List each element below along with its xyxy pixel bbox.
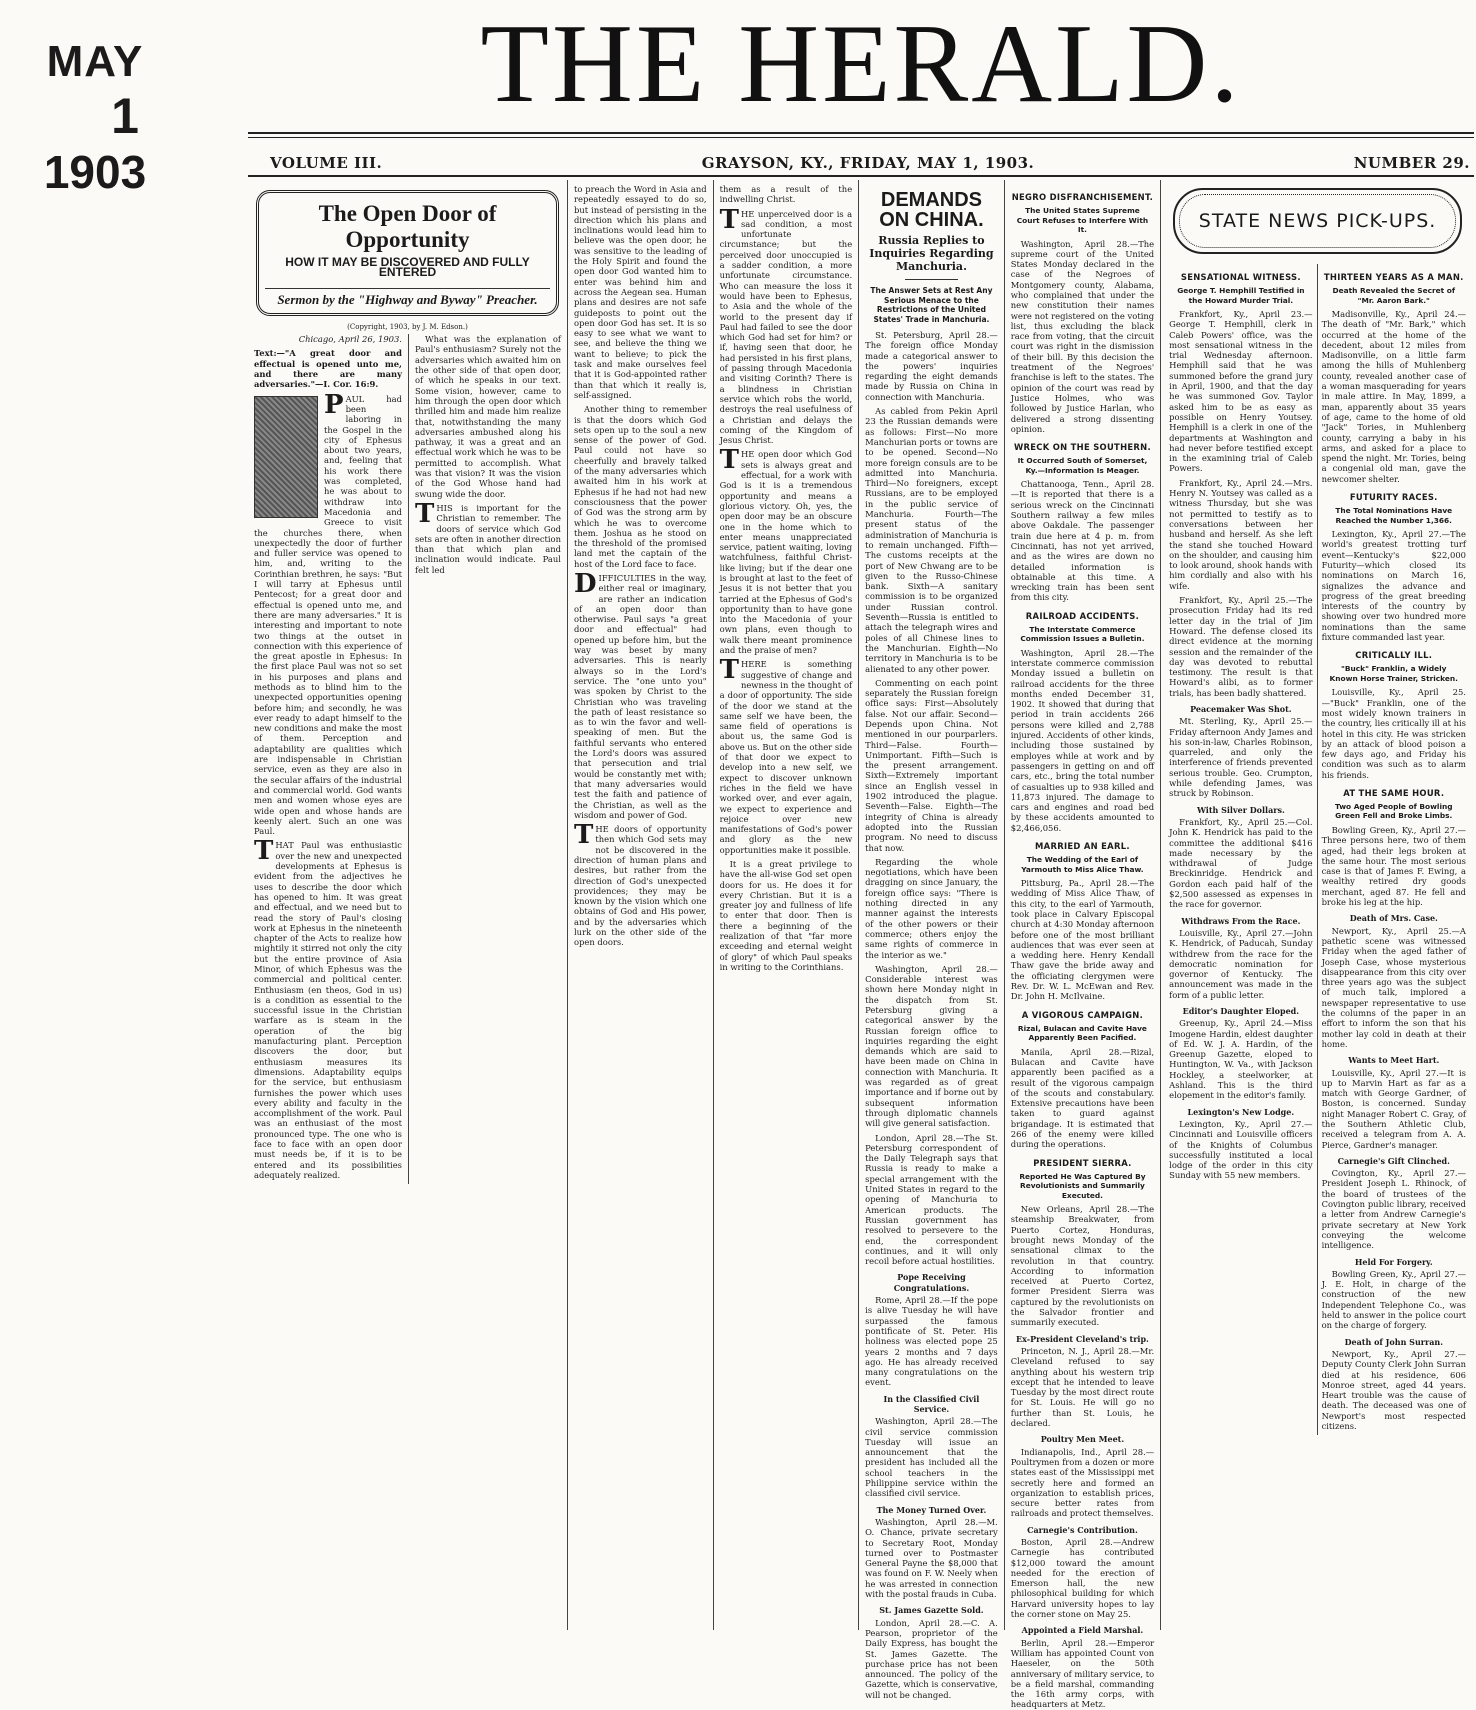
news-briefs-column: [1005, 180, 1161, 1710]
state-news-right: [1318, 264, 1470, 1435]
sermon-paragraph: What was the explanation of Paul's enthusiasm? Surely not the adversaries which awaited him on the other side of that open door, of which he speaks in our text. Some vision, however, came to him through the open door which thrilled him and made him realize that, notwithstanding the many adversaries ambushed along his pathway, it was a great and an effectual work which he was to be permitted to accomplish. What was that vision? It was the vision of the God Whose hand had swung wide the door.: [414, 334, 561, 499]
issue-number: NUMBER 29.: [1353, 154, 1470, 172]
volume-label: VOLUME III.: [270, 154, 383, 172]
money-text: Washington, April 28.—M. O. Chance, private secretary to Secretary Root, Monday turned over to Postmaster General Payne the $8,000 that was found on F. W. Neely when he was arrested in connection with the postal frauds in Cuba.: [865, 1516, 998, 1600]
state-text: Frankfort, Ky., April 25.—The prosecution Friday had its red letter day in the trial of Jim Howard. The defense closed its direct evidence at the morning session and the remainder of the day was devoted to rebuttal testimony. The result is that Howard's alibi, as to former trials, has been badly shattered.: [1169, 595, 1313, 698]
state-news-left: [1165, 264, 1317, 1435]
civil-service-text: Washington, April 28.—The civil service commission Tuesday will issue an announcement that the president has included all the school teachers in the Philippine service within the classified civil service.: [865, 1416, 998, 1499]
state-heading: Peacemaker Was Shot.: [1190, 703, 1292, 714]
brief-heading: Poultry Men Meet.: [1040, 1434, 1125, 1445]
state-heading: Death of John Surran.: [1344, 1336, 1443, 1347]
date-stamp: [20, 37, 170, 198]
brief-heading: Ex-President Cleveland's trip.: [1016, 1333, 1149, 1344]
brief-text: Princeton, N. J., April 28.—Mr. Cleveland refused to say anything about his western trip except that he intended to leave Tuesday by the most direct route for St. Louis. He will go no further than St. Louis, he declared.: [1010, 1345, 1155, 1429]
brief-heading: MARRIED AN EARL.: [1035, 841, 1130, 852]
china-paragraph: London, April 28.—The St. Petersburg correspondent of the Daily Telegraph says that Russia is ready to make a special arrangement with the United States in regard to the opening of Manchuria to American products. The Russian government has resolved to persevere to the end, the correspondent continues, and it will only recoil before actual hostilities.: [865, 1132, 998, 1267]
state-subheading: "Buck" Franklin, a Widely Known Horse Trainer, Stricken.: [1329, 664, 1458, 683]
brief-text: Berlin, April 28.—Emperor William has appointed Count von Haeseler, on the 50th anniversary of military service, to be a field marshal, commanding the 16th army corps, with headquarters at Metz.: [1010, 1637, 1155, 1710]
state-text: Newport, Ky., April 25.—A pathetic scene was witnessed Friday when the aged father of Joseph Case, whose mysterious disappearance from this city over three years ago was the subject of much talk, implored a newspaper representative to use the columns of the paper in an effort to inform the son that his mother lay cold in death at their home.: [1321, 925, 1466, 1049]
state-heading: FUTURITY RACES.: [1349, 492, 1438, 503]
brief-heading: RAILROAD ACCIDENTS.: [1025, 610, 1140, 621]
sermon-subtitle: HOW IT MAY BE DISCOVERED AND FULLY ENTERED: [285, 255, 530, 280]
brief-subheading: Reported He Was Captured By Revolutionists and Summarily Executed.: [1019, 1171, 1146, 1200]
brief-text: Indianapolis, Ind., April 28.—Poultrymen from a dozen or more states east of the Mississippi met secretly here and formed an organization to establish prices, secure better rates from railroads and protect themselves.: [1010, 1446, 1155, 1519]
brief-subheading: It Occurred South of Somerset, Ky.—Information Is Meager.: [1017, 456, 1148, 475]
state-heading: AT THE SAME HOUR.: [1343, 787, 1445, 798]
brief-text: Manila, April 28.—Rizal, Bulacan and Cavite have apparently been pacified as a result of the vigorous campaign of the scouts and constabulary. Extensive precautions have been taken to guard against brigandage. It is estimated that 266 of the enemy were killed during the operations.: [1010, 1046, 1155, 1150]
brief-subheading: The Wedding of the Earl of Yarmouth to Miss Alice Thaw.: [1021, 855, 1144, 874]
brief-text: New Orleans, April 28.—The steamship Breakwater, from Puerto Cortez, Honduras, brought news Monday of the sensational climax to the revolution in that country. According to information received at Puerto Cortez, former President Sierra was captured by the revolutionists on the Salvador frontier and summarily executed.: [1010, 1204, 1155, 1328]
pope-heading: Pope Receiving Congratulations.: [893, 1272, 970, 1293]
gazette-text: London, April 28.—C. A. Pearson, proprietor of the Daily Express, has bought the St. James Gazette. The purchase price has not been announced. The policy of the Gazette, which is conservative, will not be changed.: [865, 1617, 998, 1700]
masthead-rule-top: [248, 132, 1474, 134]
brief-text: Pittsburg, Pa., April 28.—The wedding of Miss Alice Thaw, of this city, to the earl of Yarmouth, took place in Calvary Episcopal church at 4:30 Monday afternoon before one of the most brilliant audiences that was ever seen at a wedding here. Henry Kendall Thaw gave the bride away and the officiating clergymen were Rev. Dr. W. L. McEwan and Rev. Dr. John H. McIlvaine.: [1010, 878, 1155, 1002]
state-text: Greenup, Ky., April 24.—Miss Imogene Hardin, eldest daughter of Ed. W. J. A. Hardin, of the Greenup Gazette, eloped to Huntington, W. Va., with Jackson Hockley, a steelworker, at Ashland. This is the third elopement in the editor's family.: [1169, 1018, 1313, 1101]
state-subheading: Death Revealed the Secret of "Mr. Aaron Bark.": [1332, 286, 1456, 305]
state-text: Bowling Green, Ky., April 27.—Three persons here, two of them aged, had their legs broken at the same hour. The most serious case is that of James F. Ewing, a wealthy retired dry goods merchant, aged 87. He fell and broke his leg at the hip.: [1321, 824, 1466, 908]
state-heading: THIRTEEN YEARS AS A MAN.: [1323, 272, 1464, 282]
state-heading: Wants to Meet Hart.: [1348, 1055, 1440, 1066]
gazette-heading: St. James Gazette Sold.: [879, 1605, 984, 1616]
brief-text: Washington, April 28.—The supreme court of the United States Monday declared in the case of the Negroes of Montgomery county, Alabama, who complained that under the new constitution their names were not registered on the voting list, thus excluding the black race from voting, that the circuit court was right in the dismission of their bill. By this decision the treatment of the Negroes' franchise is left to the states. The opinion of the court was read by Justice Holmes, who was followed by Justice Harlan, who delivered a strong dissenting opinion.: [1010, 238, 1155, 434]
brief-subheading: The Interstate Commerce Commission Issues a Bulletin.: [1020, 624, 1145, 644]
brief-text: Boston, April 28.—Andrew Carnegie has contributed $12,000 toward the amount needed for the erection of Emerson hall, the new philosophical building for which Harvard university hopes to lay the corner stone on May 25.: [1010, 1536, 1155, 1620]
china-paragraph: Regarding the whole negotiations, which have been dragging on since January, the foreign office says: "There is nothing directed in any manner against the interests of the other powers or their commerce; others enjoy the same rights of commerce in the interior as we.": [865, 856, 998, 960]
state-text: Covington, Ky., April 27.—President Joseph L. Rhinock, of the board of trustees of the Covington public library, received a letter from Andrew Carnegie's private secretary at New York conveying the welcome intelligence.: [1321, 1168, 1466, 1251]
masthead-rule-thin: [248, 137, 1474, 138]
sermon-column: [248, 180, 568, 1630]
stamp-year: 1903: [43, 146, 147, 198]
state-heading: Held For Forgery.: [1354, 1256, 1433, 1267]
state-news-title: STATE NEWS PICK-UPS.: [1198, 209, 1437, 232]
state-heading: Lexington's New Lodge.: [1187, 1106, 1295, 1117]
sermon-paragraph: Another thing to remember is that the doors which God sets open up to the soul a new sense of the power of God. Paul could not have so cheerfully and bravely talked of the many adversaries which awaited him in his work at Ephesus if he had not had new consciousness that the power of God was the strong arm by which he was to overcome them. Joshua as he stood on the threshold of the promised land met the captain of the host of the Lord face to face.: [574, 404, 707, 569]
stamp-month: MAY: [46, 37, 144, 86]
china-deck: Russia Replies to Inquiries Regarding Manchuria.: [869, 234, 994, 273]
sermon-body: [254, 334, 561, 1184]
stamp-day: 1: [111, 88, 139, 144]
china-column: [859, 180, 1005, 1700]
state-text: Newport, Ky., April 27.—Deputy County Clerk John Surran died at his residence, 606 Monroe street, aged 44 years. Heart trouble was the cause of death. The deceased was one of Newport's most respected citizens.: [1321, 1348, 1466, 1432]
sermon-body-right: [408, 334, 561, 1184]
china-headline: DEMANDS ON CHINA.: [879, 189, 984, 231]
state-text: Louisville, Ky., April 27.—It is up to Marvin Hart as far as a match with George Gardner, of Boston, is concerned. Sunday night Manager Robert C. Gray, of the Southern Athletic Club, received a telegram from A. A. Pierce, Gardner's manager.: [1321, 1067, 1466, 1150]
sermon-dateline: Chicago, April 26, 1903.: [298, 334, 402, 345]
china-paragraph: St. Petersburg, April 28.—The foreign office Monday made a categorical answer to the powers' inquiries regarding the eight demands made by Russia on China in connection with Manchuria.: [865, 330, 998, 402]
state-text: Frankfort, Ky., April 25.—Col. John K. Hendrick has paid to the committee the additional $416 made necessary by the withdrawal of Judge Breckinridge. Hendrick and Gordon each paid half of the $2,500 assessed as expenses in the race for governor.: [1169, 816, 1313, 910]
state-text: Bowling Green, Ky., April 27.—J. E. Holt, in charge of the construction of the new Independent Telephone Co., was held to answer in the police court on the charge of forgery.: [1321, 1268, 1466, 1331]
state-text: Lexington, Ky., April 27.—The world's greatest trotting turf event—Kentucky's $22,000 Futurity—which closed its nominations on March 16, signalizes the advance and progress of the great breeding interests of the country by showing over two hundred more nominations than the same fixture commanded last year.: [1321, 529, 1466, 643]
brief-heading: Carnegie's Contribution.: [1027, 1524, 1138, 1535]
newspaper-page: [248, 180, 1474, 1710]
state-heading: Death of Mrs. Case.: [1349, 913, 1438, 924]
state-subheading: George T. Hemphill Testified in the Howard Murder Trial.: [1177, 286, 1305, 305]
newspaper-title: THE HERALD.: [480, 2, 1242, 126]
sermon-header-box: [256, 190, 559, 316]
civil-service-heading: In the Classified Civil Service.: [883, 1393, 980, 1414]
brief-subheading: Rizal, Bulacan and Cavite Have Apparently Been Pacified.: [1017, 1023, 1147, 1043]
sermon-paragraph: THERE is something suggestive of change and newness in the thought of a door of opportunity. The side of the door we stand at the same self we have been, the same field of operations is about us, the same God is above us. But on the other side of that door we expect to develop into a new self, we expect to discover unknown riches in the field we have worked over, and ever again, we expect to experience and rejoice over new manifestations of God's power and glory as the new opportunities make it possible.: [719, 655, 853, 855]
state-text: Louisville, Ky., April 27.—John K. Hendrick, of Paducah, Sunday withdrew from the race for the democratic nomination for governor of Kentucky. The announcement was made in the form of a public letter.: [1169, 927, 1313, 1000]
brief-text: Washington, April 28.—The interstate commerce commission Monday issued a bulletin on railroad accidents for the three months ended December 31, 1902. It showed that during that period in train accidents 266 persons were killed and 2,788 injured. Accidents of other kinds, including those sustained by employes while at work and by passengers in getting on and off cars, etc., bring the total number of casualties up to 938 killed and 11,873 injured. The damage to cars and engines and road bed by these accidents amounted to $2,466,056.: [1010, 647, 1155, 833]
dateline-rule: [248, 175, 1474, 177]
china-subdeck: The Answer Sets at Rest Any Serious Menace to the Restrictions of the United States' Trade in Manchuria.: [870, 286, 993, 324]
state-news-section: [1161, 180, 1474, 1630]
brief-text: Chattanooga, Tenn., April 28.—It is reported that there is a serious wreck on the Cincinnati Southern railway a few miles above Oakdale. The passenger train due here at 4 p. m. from Cincinnati, has not yet arrived, and as the wires are down no detailed information is obtainable at this time. A wrecking train has been sent from this city.: [1010, 479, 1155, 603]
china-paragraph: Washington, April 28.—Considerable interest was shown here Monday night in the dispatch from St. Petersburg giving a categorical answer by the Russian foreign office to inquiries regarding the eight demands which are said to have been made on China in connection with Manchuria. It was regarded as of great importance and if borne out by subsequent information through diplomatic channels will give general satisfaction.: [865, 963, 998, 1129]
sermon-final-column: [714, 180, 860, 1630]
brief-heading: NEGRO DISFRANCHISEMENT.: [1011, 192, 1154, 202]
masthead: [248, 2, 1474, 126]
sermon-title: The Open Door of Opportunity: [318, 201, 497, 252]
brief-heading: A VIGOROUS CAMPAIGN.: [1021, 1009, 1144, 1020]
state-news-banner: [1173, 188, 1462, 254]
sermon-byline: Sermon by the "Highway and Byway" Preacher.: [265, 288, 550, 305]
sermon-continued-column: [568, 180, 714, 1630]
dateline: [270, 154, 1470, 172]
sermon-paragraph: THE unperceived door is a sad condition, a most unfortunate circumstance; but the perceived door unoccupied is a sadder condition, a more unfortunate circumstance. Who can measure the loss it would have been to Ephesus, to Asia and the whole of the world to the present day if Paul had failed to see the door which God had set for him? or if, having seen that door, he had persisted in his first plans, of passing through Macedonia and visiting Corinth? There is a blindness in Christian service which robs the world, destroys the real usefulness of a Christian and delays the coming of the Kingdom of Jesus Christ.: [719, 204, 853, 446]
state-heading: CRITICALLY ILL.: [1355, 650, 1433, 661]
brief-subheading: The United States Supreme Court Refuses to Interfere With It.: [1016, 206, 1149, 234]
brief-heading: Appointed a Field Marshal.: [1021, 1625, 1144, 1636]
china-paragraph: Commenting on each point separately the Russian foreign office says: First—Absolutely false. Not our affair. Second—Depends upon China. Not mentioned in our pourparlers. Third—False. Fourth—Unimportant. Fifth—Such is the present arrangement. Sixth—Extremely important since an English vessel in 1902 introduced the plague. Seventh—False. Eighth—The integrity of China is already adopted into the Russian program. No need to discuss that now.: [865, 677, 998, 853]
sermon-text-line: Text:—"A great door and effectual is opened unto me, and there are many adversaries."—I. Cor. 16:9.: [254, 348, 402, 390]
state-heading: Withdraws From the Race.: [1181, 915, 1301, 926]
state-news-columns: [1165, 264, 1470, 1435]
state-heading: Carnegie's Gift Clinched.: [1337, 1155, 1450, 1166]
china-paragraph: As cabled from Pekin April 23 the Russian demands were as follows: First—No more Manchurian ports or towns are to be opened. Second—No more foreign consuls are to be admitted into Manchuria. Third—No foreigners, except Russians, are to be employed in the public service of Manchuria. Fourth—The present status of the administration of Manchuria is to remain unchanged. Fifth—The customs receipts at the port of New Chwang are to be given to the Russo-Chinese bank. Sixth—A sanitary commission is to be organized under Russian control. Seventh—Russia is entitled to attach the telegraph wires and poles of all Chinese lines to the Manchurian. Eighth—No territory in Manchuria is to be alienated to any other power.: [865, 406, 998, 674]
state-subheading: The Total Nominations Have Reached the Number 1,366.: [1335, 506, 1453, 525]
sermon-paragraph: DIFFICULTIES in the way, either real or imaginary, are rather an indication of an open door than otherwise. Paul says "a great door and effectual" had opened up before him, but the way was beset by many adversaries. This is nearly always so in the Lord's service. The "one unto you" was spoken by Christ to the Christian who was traveling the path of least resistance so as to win the favor and well-speaking of men. But the faithful servants who entered the Lord's doors was assured that persecution and trial would be constantly met with; that many adversaries would test the faith and patience of the Christian, as well as the wisdom and power of God.: [574, 568, 707, 820]
sermon-paragraph: to preach the Word in Asia and repeatedly essayed to do so, but instead of persisting in the direction which his plans and inclinations would lead him to believe was the open door, he was sensitive to the leading of the Holy Spirit and found the open door God wanted him to enter was behind him and across the Aegean sea. Human plans and desires are not safe guideposts to point out the open door God has set. It is so easy to see what we want to see, and believe the thing we want to believe; to pick the task and make ourselves feel that it is God-appointed rather than that which it really is, self-assigned.: [574, 184, 707, 400]
state-text: Frankfort, Ky., April 24.—Mrs. Henry N. Youtsey was called as a witness Thursday, but she was not permitted to testify as to conversations between her husband and herself. As she left the stand she touched Howard on the shoulder, and causing him to look around, shook hands with him cordially and also with his wife.: [1169, 477, 1313, 591]
sermon-paragraph: PAUL had been laboring in the Gospel in the city of Ephesus about two years, and, feeling that his work there was completed, he was about to withdraw into Macedonia and Greece to visit the churches there, when unexpectedly the door of further and fuller service was opened to him, and, writing to the Corinthian brethren, he says: "But I will tarry at Ephesus until Pentecost; for a great door and effectual is opened unto me, and there are many adversaries." It is interesting and important to note two things at the outset in connection with this experience of the great apostle in Ephesus: In the first place Paul was not so set in his purposes and plans and methods as to blind him to the unexpected opportunities opening before him; and secondly, he was ever ready to adapt himself to the new conditions and make the most of them. Perception and adaptability are qualities which are indispensable in Christian service, even as they are also in the secular affairs of the industrial and commercial world. God wants men and women whose eyes are wide open and whose hands are keenly alert. Such an one was Paul.: [254, 389, 402, 837]
state-heading: With Silver Dollars.: [1196, 804, 1285, 815]
rule: [905, 279, 958, 280]
state-text: Frankfort, Ky., April 23.—George T. Hemphill, clerk in Caleb Powers' office, was the most sensational witness in the trial Wednesday afternoon. Hemphill said that he was summoned before the grand jury in April, 1900, and that the day he was summoned Gov. Taylor asked him to be as easy as possible on Henry Youtsey. Hemphill is a clerk in one of the departments at Washington and had never before testified except in the examining trial of Caleb Powers.: [1169, 309, 1313, 474]
place-date: GRAYSON, KY., FRIDAY, MAY 1, 1903.: [701, 154, 1035, 172]
sermon-paragraph: THIS is important for the Christian to remember. The doors of service which God sets are often in another direction than that which plan and inclination would indicate. Paul felt led: [414, 498, 561, 575]
brief-heading: WRECK ON THE SOUTHERN.: [1013, 442, 1151, 453]
state-subheading: Two Aged People of Bowling Green Fell and Broke Limbs.: [1335, 801, 1453, 821]
state-heading: SENSATIONAL WITNESS.: [1180, 272, 1301, 282]
sermon-copyright: (Copyright, 1903, by J. M. Edson.): [347, 322, 468, 331]
state-text: Madisonville, Ky., April 24.—The death of "Mr. Bark," which occurred at the home of the decedent, about 12 miles from Madisonville, on a little farm among the hills of Muhlenberg county, revealed another case of a woman masquerading for years in male attire. In May, 1899, a man, apparently about 35 years of age, came to the home of old "Jack" Tories, in Muhlenberg county, carrying a baby in his arms, and asked for a place to spend the night. Mr. Tories, being a congenial old man, gave the newcomer shelter.: [1321, 309, 1466, 484]
sermon-body-left: [254, 334, 408, 1184]
pope-text: Rome, April 28.—If the pope is alive Tuesday he will have surpassed the famous pontificate of St. Peter. His holiness was elected pope 25 years 2 months and 7 days ago. He has already received many congratulations on the event.: [865, 1295, 998, 1388]
state-text: Lexington, Ky., April 27.—Cincinnati and Louisville officers of the Knights of Columbus successfully instituted a local lodge of the order in this city Sunday with 55 new members.: [1169, 1118, 1313, 1181]
sermon-paragraph: THAT Paul was enthusiastic over the new and unexpected developments at Ephesus is evident from the adjectives he uses to describe the door which has opened to him. It was great and effectual, and we need but to read the story of Paul's closing work at Ephesus in the nineteenth chapter of the Acts to realize how mightily it stirred not only the city but the entire province of Asia Minor, of which Ephesus was the commercial and political center. Enthusiasm (en theos, God in us) is a condition as essential to the successful issue in the Christian warfare as is steam in the operation of the big manufacturing plant. Perception discovers the door, but enthusiasm measures its dimensions. Adaptability equips for the service, but enthusiasm furnishes the power which uses every ability and faculty in the accomplishment of the work. Paul was an enthusiast of the most pronounced type. The one who is face to face with an open door must needs be, if it is to be entered and its possibilities adequately realized.: [254, 836, 402, 1180]
brief-heading: PRESIDENT SIERRA.: [1033, 1157, 1132, 1168]
state-text: Louisville, Ky., April 25.—"Buck" Franklin, one of the most widely known trainers in the country, lies critically ill at his hotel in this city. He was stricken by an attack of blood poison a few days ago, and Friday his condition was such as to alarm his friends.: [1321, 687, 1466, 780]
state-heading: Editor's Daughter Eloped.: [1182, 1006, 1300, 1016]
preacher-portrait-image: [254, 396, 318, 518]
sermon-paragraph: THE doors of opportunity then which God sets may not be discovered in the direction of human plans and desires, but rather from the direction of God's unexpected providences; they may be known by the vision which one obtains of God and His power, and by the adversaries which lurk on the other side of the open doors.: [574, 820, 707, 948]
state-text: Mt. Sterling, Ky., April 25.—Friday afternoon Andy James and his son-in-law, Charles Robinson, quarreled, and only the interference of friends prevented serious trouble. Geo. Crumpton, while defending James, was struck by Robinson.: [1169, 716, 1313, 799]
sermon-paragraph: It is a great privilege to have the all-wise God set open doors for us. He does it for every Christian. But it is a greater joy and fullness of life to enter that door. Then is there a beginning of the realization of that "far more exceeding and eternal weight of glory" of which Paul speaks in writing to the Corinthians.: [719, 859, 853, 972]
sermon-paragraph: THE open door which God sets is always great and effectual, for a work with God is it is a tremendous opportunity and means a glorious victory. Oh, yes, the open door may be an obscure one in the home which to enter means unappreciated service, patient waiting, loving watchfulness, faithful Christ-like living; but if the dear one is brought at last to the feet of Jesus it is not better that you tarried at the Ephesus of God's opportunity than to have gone into the Macedonia of your own plans, even though to walk there meant prominence and the praise of men?: [719, 445, 853, 656]
sermon-paragraph: them as a result of the indwelling Christ.: [719, 184, 853, 205]
money-heading: The Money Turned Over.: [876, 1504, 987, 1515]
